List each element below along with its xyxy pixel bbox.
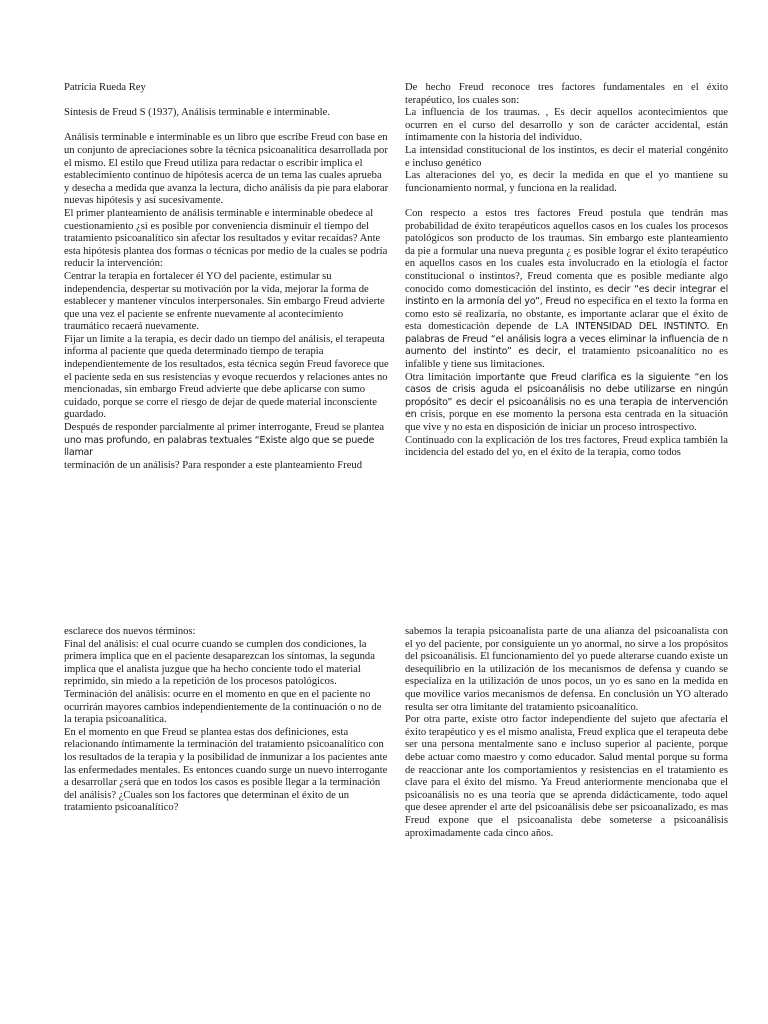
- crisis-limitation-handwritten: tante que Freud clarifica es la siguiente “en los casos de crisis aguda el psicoanálisis no debe utilizarse en ningún propósito” es decir el psicoanálisis no es una terapia de intervención en: [405, 371, 728, 421]
- author-name: Patricia Rueda Rey: [64, 82, 146, 93]
- paragraph-factors-intro: De hecho Freud reconoce tres factores fundamentales en el éxito terapéutico, los cuales son:: [405, 82, 728, 106]
- crisis-limitation-a: Otra limitación impor: [405, 371, 501, 383]
- paragraph-first-question: El primer planteamiento de análisis terminable e interminable obedece al cuestionamiento ¿si es posible por conveniencia disminuir el tiempo del tratamiento psicoanalítico sin afectar los resultados y evitar recaídas? Ante esta hipótesis plantea dos formas o técnicas por medio de la cuales se podría reducir la intervención:: [64, 207, 388, 270]
- paragraph-termination: Terminación del análisis: ocurre en el momento en que en el paciente no ocurrirán mayores cambios independientemente de la continuación o no de la terapia psicoanalítica.: [64, 688, 382, 726]
- paragraph-new-terms: esclarece dos nuevos términos:: [64, 626, 196, 637]
- synthesis-title: Síntesis de Freud S (1937), Análisis terminable e interminable.: [64, 107, 330, 119]
- paragraph-ego-state: Continuado con la explicación de los tres factores, Freud explica también la incidencia del estado del yo, en el éxito de la terapia, como todos: [405, 434, 728, 459]
- paragraph-crisis-limitation: [405, 372, 728, 435]
- paragraph-second-question-a: Después de responder parcialmente al primer interrogante, Freud se plantea: [64, 422, 385, 434]
- factors-analysis-c: tratamiento psicoanalítico no es infalible y tiene sus limitaciones.: [405, 346, 728, 371]
- factors-analysis-a: Con respecto a estos tres factores Freud postula que tendrán mas probabilidad de éxito terapéuticos aquellos casos en los cuales los procesos patológicos son producto de los traumas. Sin embargo este planteamiento da pie a formular una nueva pregunta ¿ es posible lograr el éxito terapéutico en aquellos casos en los cuales esta involucrado en la etiología el factor constitucional o instintos?, Freud comenta que es posible mediante algo conocido como domesticación del instinto, es: [405, 207, 728, 295]
- paragraph-definitions: En el momento en que Freud se plantea estas dos definiciones, esta relacionando íntimamente la terminación del tratamiento psicoanalítico con los resultados de la terapia y la posibilidad de inmunizar a los pacientes ante las enfermedades mentales. Es entonces cuando surge un nuevo interrogante a desarrollar ¿será que en todos los casos es posible llegar a la terminación del análisis? ¿Cuales son los factores que determinan el éxito de un tratamiento psicoanalítico?: [64, 726, 388, 814]
- paragraph-factors-analysis: [405, 208, 728, 372]
- factors-analysis-b: especifica en el texto la forma en como esto sé realizaría, no obstante, es importante aclarar que el éxito de esta domesticación depende de LA: [405, 296, 729, 333]
- factors-analysis-handwritten-2: INTENSIDAD DEL INSTINTO. En palabras de Freud “el análisis logra a veces eliminar la influencia de n aumento del instinto” es decir, el: [405, 321, 728, 358]
- crisis-limitation-b: crisis, porque en ese momento la persona esta centrada en la situación que vive y no esta en disposición de iniciar un proceso introspectivo.: [405, 409, 728, 434]
- paragraph-second-question: [64, 422, 389, 472]
- paragraph-second-question-b: terminación de un análisis? Para responder a este planteamiento Freud: [64, 459, 362, 471]
- paragraph-intro: Análisis terminable e interminable es un libro que escribe Freud con base en un conjunto de apreciaciones sobre la técnica psicoanalítica desarrollada por el mismo. El estilo que Freud utiliza para redactar o escribir implica el establecimiento continuo de hipótesis acerca de un tema las cuales aprueba y desecha a medida que avanza la lectura, dicho análisis da pie para elaborar nuevas hipótesis y así sucesivamente.: [64, 132, 389, 207]
- paragraph-factor-trauma: La influencia de los traumas. , Es decir aquellos acontecimientos que ocurren en el curso del desarrollo y son de carácter accidental, están íntimamente con la historia del individuo.: [405, 107, 728, 144]
- paragraph-factor-instinct: La intensidad constitucional de los instintos, es decir el material congénito e incluso genético: [405, 144, 728, 169]
- page2-right-column: [405, 626, 728, 840]
- page2-left-column: [64, 626, 389, 815]
- factors-analysis-handwritten-1: decir “es decir integrar el instinto en la armonía del yo”, Freud no: [405, 283, 728, 308]
- paragraph-factor-ego: Las alteraciones del yo, es decir la medida en que el yo mantiene su funcionamiento normal, y funciona en la realidad.: [405, 170, 728, 194]
- paragraph-technique-ego: Centrar la terapia en fortalecer él YO del paciente, estimular su independencia, despertar su motivación por la vida, mejorar la forma de establecer y mantener vínculos interpersonales. Sin embargo Freud advierte que una vez el paciente se enfrente nuevamente al acontecimiento traumático recaerá nuevamente.: [64, 270, 385, 333]
- paragraph-ego-alliance: sabemos la terapia psicoanalista parte de una alianza del psicoanalista con el yo del paciente, por consiguiente un yo anormal, no sirve a los propósitos del psicoanálisis. El funcionamiento del yo puede alterarse cuando existe un desequilibrio en la utilización de los mecanismos de defensa y cuando se especializa en la utilización de unos pocos, un yo es sano en la medida en que movilice varios mecanismos de defensa. En conclusión un YO alterado resulta ser otra limitante del tratamiento psicoanalítico.: [405, 626, 728, 713]
- page1-right-column: [405, 82, 728, 460]
- page1-left-column: [64, 82, 389, 472]
- paragraph-end-of-analysis: Final del análisis: el cual ocurre cuando se cumplen dos condiciones, la primera implica que en el paciente desaparezcan los síntomas, la segunda implica que el analista juzgue que ha hecho conciente todo el material reprimido, sin miedo a la repetición de los procesos patológicos.: [64, 638, 375, 688]
- paragraph-technique-limit: Fijar un limite a la terapia, es decir dado un tiempo del análisis, el terapeuta informa al paciente que queda determinado tiempo de terapia independientemente de los resultados, esta técnica según Freud favorece que el paciente seda en sus resistencias y evoque recuerdos y relaciones antes no mencionadas, sin embargo Freud advierte que debe aplicarse con sumo cuidado, porque se corre el riesgo de dejar de quede material inconsciente guardado.: [64, 333, 389, 421]
- paragraph-analyst-factor: Por otra parte, existe otro factor independiente del sujeto que afectaría el éxito terapéutico y es el mismo analista, Freud explica que el terapeuta debe ser una persona mentalmente sano e incluso superior al paciente, porque debe actuar como maestro y como educador. Salud mental porque su forma de reaccionar ante los comportamientos y resistencias en el tratamiento es clave para el éxito del mismo. Ya Freud anteriormente mencionaba que el psicoanálisis no es una teoría que se aprenda didácticamente, todo aquel que desee aprender el arte del psicoanálisis debe ser psicoanalizado, es mas Freud expone que el psicoanalista debe someterse a psicoanálisis aproximadamente cada cinco años.: [405, 714, 728, 839]
- paragraph-second-question-handwritten: uno mas profundo, en palabras textuales “Existe algo que se puede llamar: [64, 434, 375, 459]
